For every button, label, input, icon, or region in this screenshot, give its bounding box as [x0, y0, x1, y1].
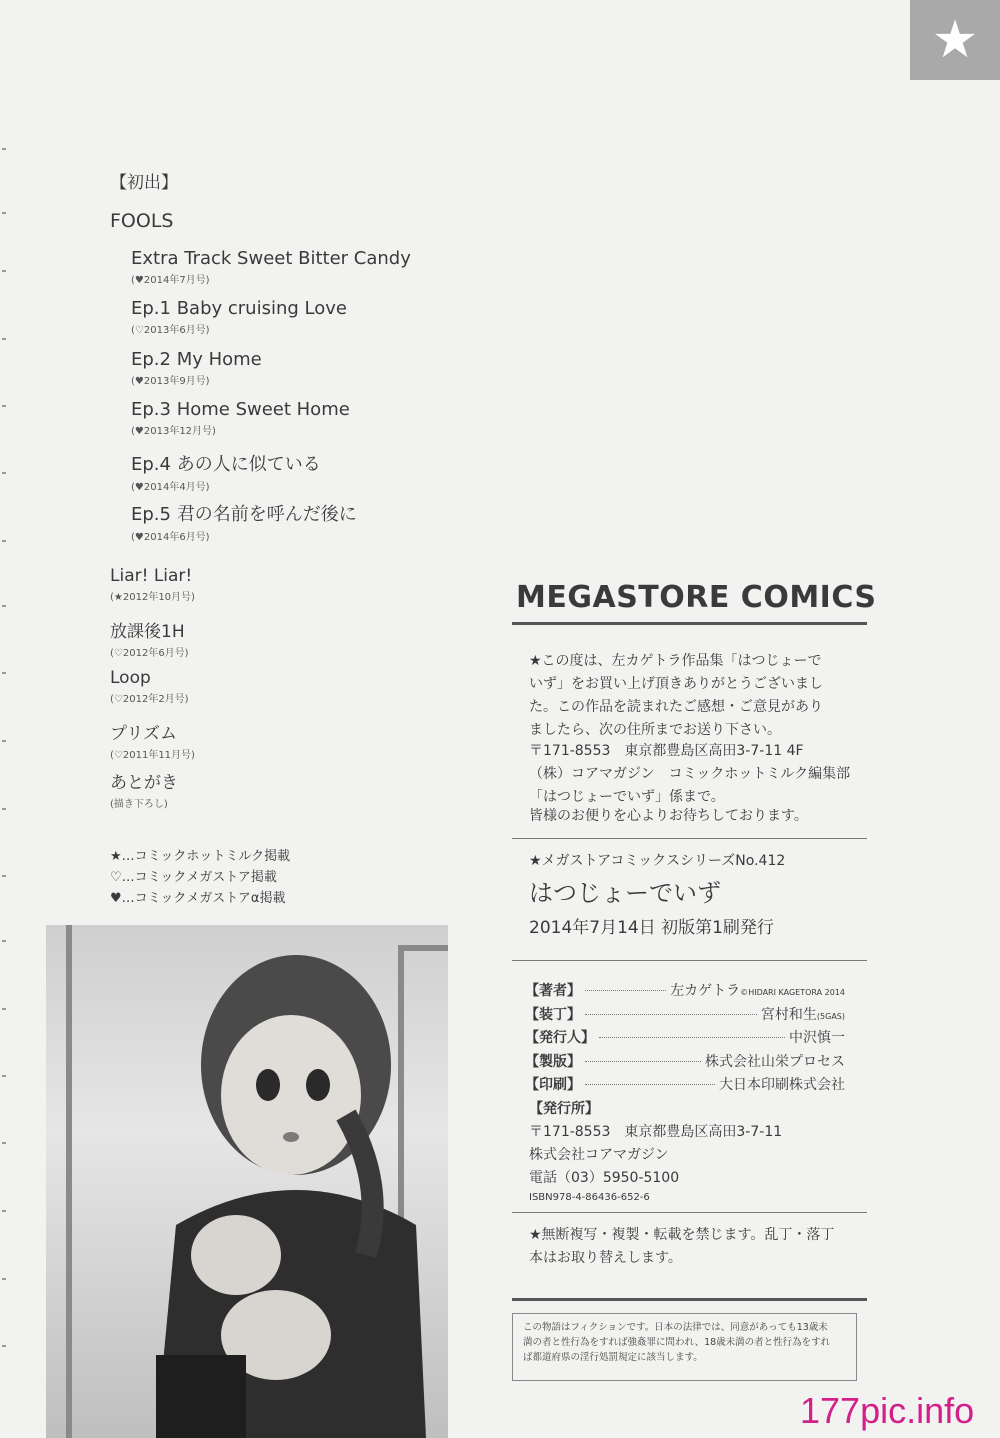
contents-header: 【初出】 — [110, 173, 178, 193]
episode-item — [131, 399, 350, 437]
work-source: (♡2011年11月号) — [110, 750, 195, 761]
divider — [512, 1298, 867, 1301]
star-corner-tab — [910, 0, 1000, 80]
episode-source: (♥2013年12月号) — [131, 426, 216, 437]
work-source: (♡2012年2月号) — [110, 694, 189, 705]
series-number: ★メガストアコミックスシリーズNo.412 — [529, 853, 786, 869]
thanks-message: ★この度は、左カゲトラ作品集「はつじょーで いず」をお買い上げ頂きありがとうございまし た。この作品を読まれたご感想・ご意見があり ましたら、次の住所までお送り下さい。 — [529, 653, 823, 738]
episode-title: Extra Track Sweet Bitter Candy — [131, 248, 411, 269]
episode-item — [131, 450, 321, 493]
episode-title: Ep.2 My Home — [131, 349, 262, 370]
work-source: (♡2012年6月号) — [110, 648, 189, 659]
series-title: FOOLS — [110, 210, 174, 232]
work-title: Liar! Liar! — [110, 566, 193, 586]
episode-title: Ep.5 君の名前を呼んだ後に — [131, 504, 357, 525]
episode-source: (♥2014年4月号) — [131, 482, 210, 493]
fiction-notice: この物語はフィクションです。日本の法律では、同意があっても13歳未 満の者と性行為をすれば強姦罪に問われ、18歳未満の者と性行為をすれ ば都道府県の淫行処罰規定に該当します。 — [512, 1313, 857, 1381]
credit-row: 【発行人】 中沢慎一 — [525, 1030, 845, 1046]
cover-illustration — [46, 925, 448, 1438]
divider — [512, 960, 867, 961]
work-item — [110, 617, 189, 659]
publish-date: 2014年7月14日 初版第1刷発行 — [529, 918, 774, 938]
episode-title: Ep.4 あの人に似ている — [131, 454, 321, 475]
work-item — [110, 719, 195, 761]
brand-logo: MEGASTORE COMICS — [516, 580, 877, 615]
episode-source: (♥2014年7月号) — [131, 275, 210, 286]
legend-item: ★…コミックホットミルク掲載 — [110, 849, 291, 864]
divider — [512, 838, 867, 839]
episode-item — [131, 298, 347, 336]
divider — [512, 622, 867, 625]
page-margin-marks — [0, 0, 10, 1438]
prohibition-notice: ★無断複写・複製・転載を禁じます。乱丁・落丁 本はお取り替えします。 — [529, 1227, 835, 1266]
work-source: (描き下ろし) — [110, 799, 168, 810]
publisher-info: 〒171-8553 東京都豊島区高田3-7-11 株式会社コアマガジン 電話（03）5950-5100 — [529, 1124, 783, 1186]
credit-row: 【装丁】 宮村和生 (5GAS) — [525, 1006, 845, 1023]
episode-item — [131, 349, 262, 387]
work-title: 放課後1H — [110, 622, 185, 642]
publisher-label: 【発行所】 — [529, 1101, 599, 1117]
credit-row: 【印刷】 大日本印刷株式会社 — [525, 1077, 845, 1093]
legend-item: ♥…コミックメガストアα掲載 — [110, 891, 286, 906]
star-icon: ★ — [931, 10, 979, 70]
episode-source: (♡2013年6月号) — [131, 325, 210, 336]
editorial-address: 〒171-8553 東京都豊島区高田3-7-11 4F （株）コアマガジン コミックホットミルク編集部 「はつじょーでいず」係まで。 — [529, 743, 851, 805]
work-title: あとがき — [110, 773, 178, 793]
work-item — [110, 768, 178, 810]
episode-title: Ep.1 Baby cruising Love — [131, 298, 347, 319]
credit-row: 【製版】 株式会社山栄プロセス — [525, 1053, 845, 1070]
credit-row: 【著者】 左カゲトラ ©HIDARI KAGETORA 2014 — [525, 983, 845, 999]
work-item — [110, 566, 195, 603]
work-source: (★2012年10月号) — [110, 592, 195, 603]
work-title: Loop — [110, 668, 151, 688]
magazine-legend — [110, 846, 290, 909]
site-watermark: 177pic.info — [800, 1390, 975, 1431]
episode-source: (♥2014年6月号) — [131, 532, 210, 543]
episode-item — [131, 248, 411, 286]
episode-item — [131, 500, 357, 543]
episode-title: Ep.3 Home Sweet Home — [131, 399, 350, 420]
episode-source: (♥2013年9月号) — [131, 376, 210, 387]
divider — [512, 1212, 867, 1213]
isbn: ISBN978-4-86436-652-6 — [529, 1192, 650, 1203]
work-item — [110, 668, 189, 705]
work-title: プリズム — [110, 724, 177, 744]
waiting-message: 皆様のお便りを心よりお待ちしております。 — [529, 808, 808, 824]
credits-table — [525, 980, 845, 1098]
legend-item: ♡…コミックメガストア掲載 — [110, 870, 277, 885]
book-title: はつじょーでいず — [529, 879, 721, 907]
girl-silhouette-illustration — [46, 925, 448, 1438]
